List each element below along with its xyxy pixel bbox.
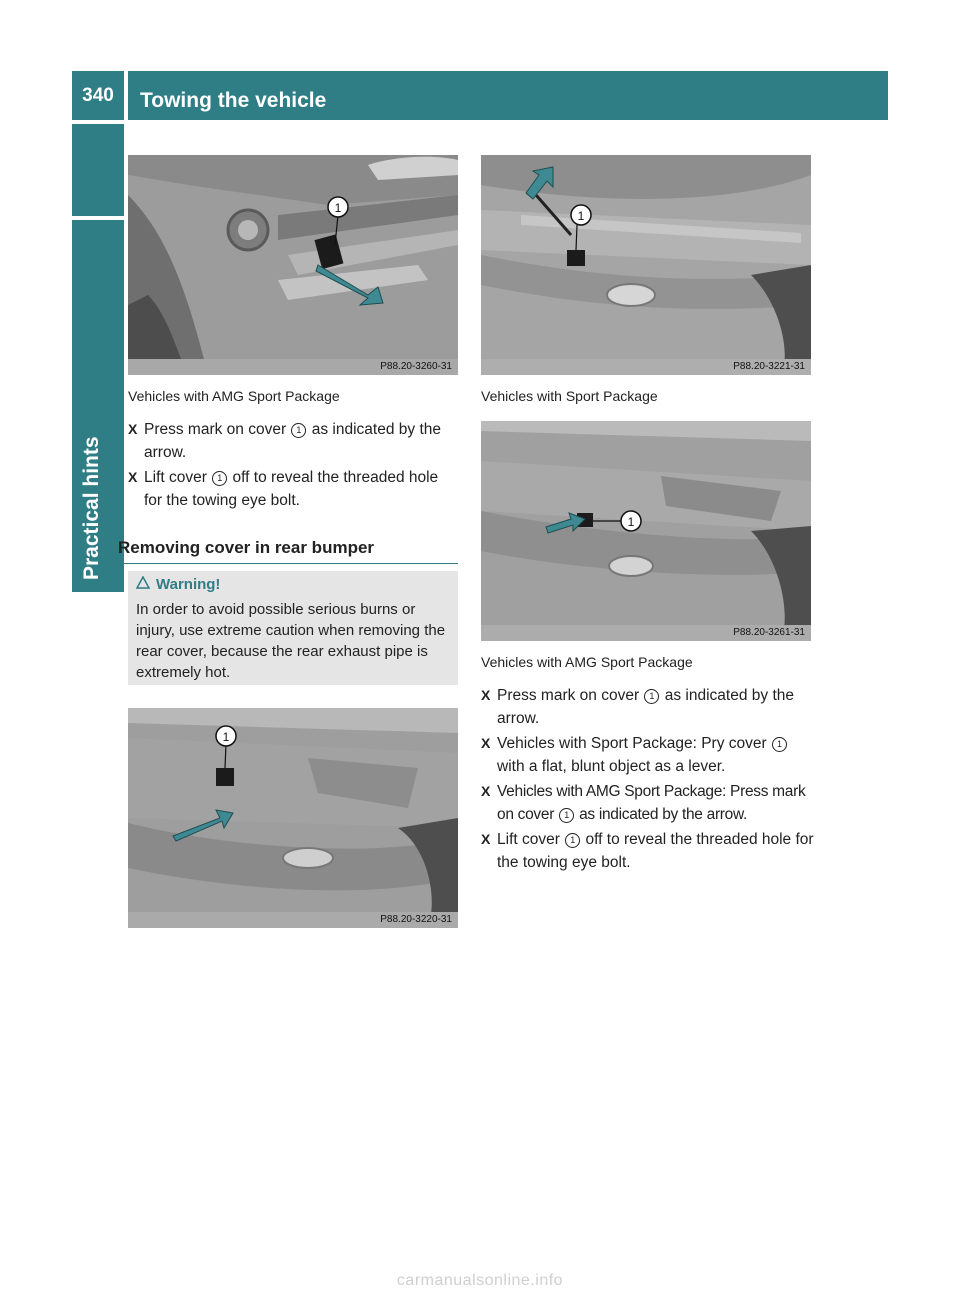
list-item: X Lift cover 1 off to reveal the threaded hole for the towing eye bolt. (128, 466, 460, 512)
list-item: X Vehicles with AMG Sport Package: Press mark on cover 1 as indicated by the arrow. (481, 780, 815, 826)
bullet-x-icon: X (481, 831, 491, 847)
side-tab-block (72, 124, 124, 216)
callout-ref: 1 (565, 833, 580, 848)
warning-text: In order to avoid possible serious burns or injury, use extreme caution when removing the rear cover, because the rear exhaust pipe is extremely hot. (136, 601, 446, 681)
callout-ref: 1 (212, 471, 227, 486)
callout-ref: 1 (644, 689, 659, 704)
callout-ref: 1 (559, 808, 574, 823)
callout-ref: 1 (772, 737, 787, 752)
figure-code: P88.20-3221-31 (733, 361, 805, 372)
figure-caption: Vehicles with AMG Sport Package (128, 388, 340, 404)
figure-code: P88.20-3260-31 (380, 361, 452, 372)
list-item: X Vehicles with Sport Package: Pry cover 1 with a flat, blunt object as a lever. (481, 732, 815, 778)
page-number: 340 (72, 71, 124, 120)
watermark: carmanualsonline.info (396, 1272, 564, 1289)
bullet-x-icon: X (128, 469, 138, 485)
bullet-x-icon: X (481, 735, 491, 751)
callout-ref: 1 (291, 423, 306, 438)
figure-code: P88.20-3220-31 (380, 914, 452, 925)
figure-caption: Vehicles with AMG Sport Package (481, 654, 693, 670)
bullet-x-icon: X (481, 783, 491, 799)
front-bumper-illustration (128, 155, 458, 375)
warning-triangle-icon (136, 576, 150, 593)
figure-sport-package (481, 155, 811, 375)
list-item: X Lift cover 1 off to reveal the threaded hole for the towing eye bolt. (481, 828, 815, 874)
callout-number: 1 (222, 730, 230, 744)
list-item: X Press mark on cover 1 as indicated by the arrow. (128, 418, 460, 464)
page-title: Towing the vehicle (128, 71, 888, 120)
list-item: X Press mark on cover 1 as indicated by the arrow. (481, 684, 815, 730)
side-tab-label: Practical hints (80, 436, 103, 580)
callout-number: 1 (577, 209, 585, 223)
amg-rear-illustration (481, 421, 811, 641)
figure-caption: Vehicles with Sport Package (481, 388, 658, 404)
rear-bumper-illustration (128, 708, 458, 928)
callout-number: 1 (334, 201, 342, 215)
sport-package-illustration (481, 155, 811, 375)
warning-box (128, 571, 458, 685)
figure-code: P88.20-3261-31 (733, 627, 805, 638)
bullet-x-icon: X (128, 421, 138, 437)
figure-rear-bumper (128, 708, 458, 928)
warning-title: Warning! (136, 576, 450, 593)
section-heading: Removing cover in rear bumper (118, 538, 458, 564)
figure-front-bumper (128, 155, 458, 375)
bullet-x-icon: X (481, 687, 491, 703)
callout-number: 1 (627, 515, 635, 529)
figure-amg-rear (481, 421, 811, 641)
